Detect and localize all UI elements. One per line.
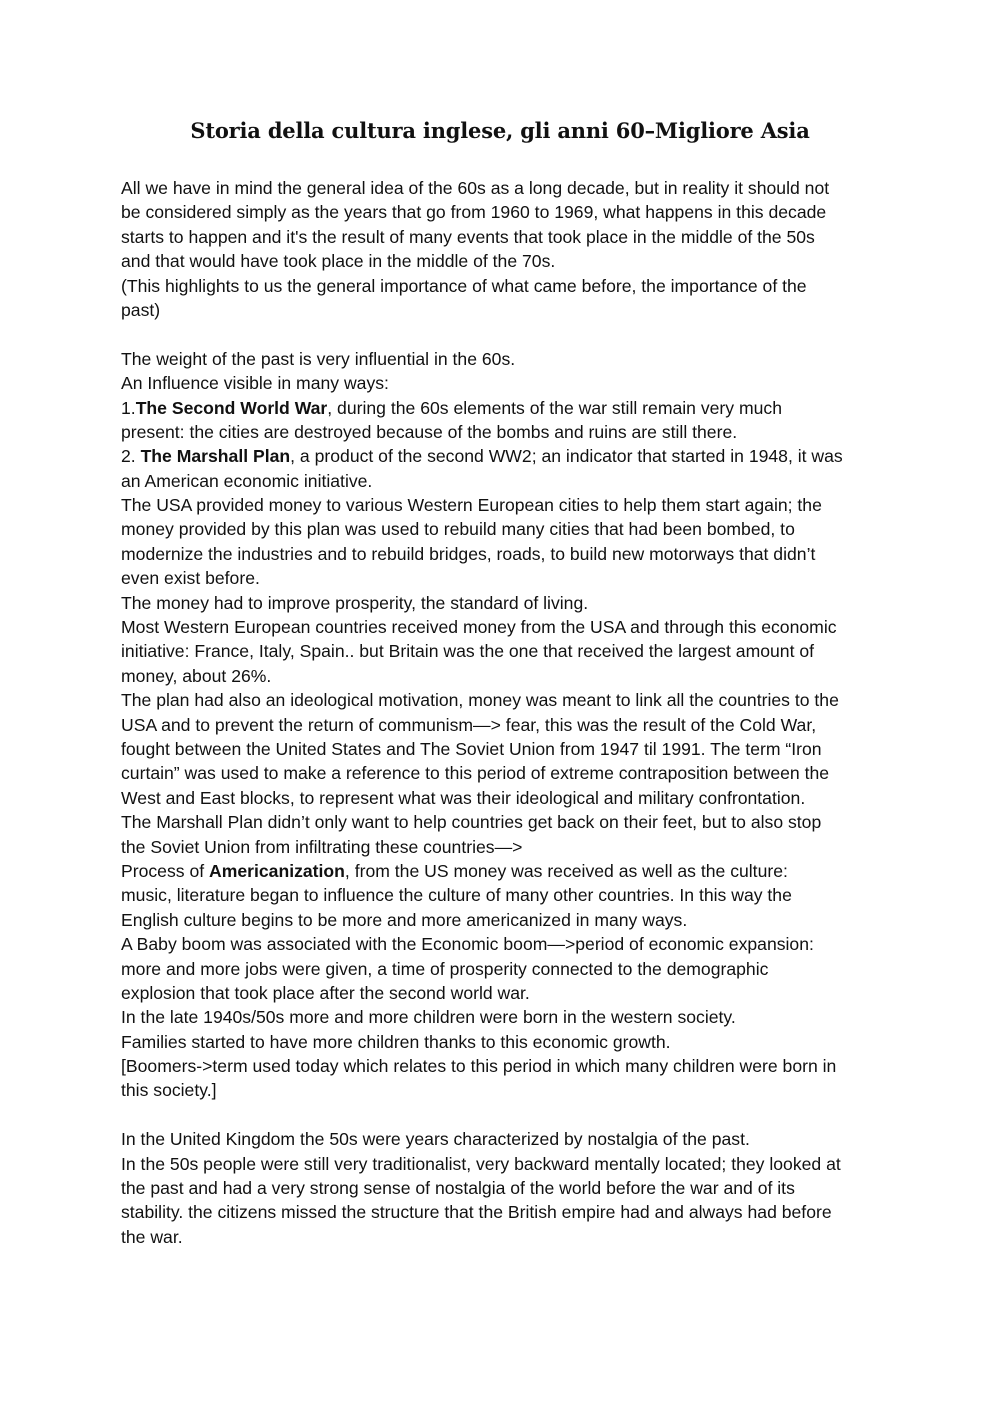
text-line: West and East blocks, to represent what was their ideological and military confrontation.	[121, 787, 806, 808]
list-number: 2.	[121, 446, 141, 467]
text-line: In the United Kingdom the 50s were years characterized by nostalgia of the past.	[121, 1129, 750, 1150]
text-line: [Boomers->term used today which relates to this period in which many children were born in	[121, 1056, 837, 1077]
text-line: be considered simply as the years that go from 1960 to 1969, what happens in this decade	[121, 202, 827, 223]
americanization-line	[121, 859, 891, 883]
text-line: Most Western European countries received money from the USA and through this economic	[121, 617, 837, 638]
text-line: the war.	[121, 1226, 183, 1247]
text-line: English culture begins to be more and more americanized in many ways.	[121, 909, 688, 930]
paragraph-spacer	[121, 1103, 891, 1127]
nostalgia-section	[121, 1127, 891, 1249]
text-line: the past and had a very strong sense of nostalgia of the world before the war and of its	[121, 1178, 795, 1199]
paragraph-spacer	[121, 322, 891, 346]
text-line: fought between the United States and The Soviet Union from 1947 til 1991. The term “Iron	[121, 738, 822, 759]
text-line: money provided by this plan was used to rebuild many cities that had been bombed, to	[121, 519, 795, 540]
text-line: USA and to prevent the return of communism—> fear, this was the result of the Cold War,	[121, 714, 817, 735]
text-line: curtain” was used to make a reference to this period of extreme contraposition between the	[121, 763, 830, 784]
document-body	[121, 176, 891, 1249]
text-line: even exist before.	[121, 568, 260, 589]
text-line: past)	[121, 299, 161, 320]
text-line: An Influence visible in many ways:	[121, 373, 389, 394]
text-line: The USA provided money to various Western European cities to help them start again; the	[121, 495, 822, 516]
text-line: stability. the citizens missed the structure that the British empire had and always had before	[121, 1202, 832, 1223]
text-line: A Baby boom was associated with the Economic boom—>period of economic expansion:	[121, 934, 814, 955]
document-title: Storia della cultura inglese, gli anni 60–Migliore Asia	[190, 118, 810, 143]
text-line: an American economic initiative.	[121, 470, 373, 491]
text-run: , a product of the second WW2; an indicator that started in 1948, it was	[290, 446, 843, 467]
text-run: , during the 60s elements of the war still remain very much	[327, 397, 782, 418]
text-line: (This highlights to us the general importance of what came before, the importance of the	[121, 275, 807, 296]
text-run: Process of	[121, 860, 210, 881]
text-line: The Marshall Plan didn’t only want to help countries get back on their feet, but to also stop	[121, 812, 822, 833]
text-line: the Soviet Union from infiltrating these countries—>	[121, 836, 523, 857]
bold-term: The Second World War	[135, 397, 328, 418]
text-line: explosion that took place after the second world war.	[121, 982, 530, 1003]
text-line: music, literature began to influence the culture of many other countries. In this way the	[121, 885, 792, 906]
text-line: The money had to improve prosperity, the standard of living.	[121, 592, 589, 613]
text-line: modernize the industries and to rebuild bridges, roads, to build new motorways that didn’t	[121, 543, 816, 564]
list-item-marshall-plan	[121, 444, 891, 468]
text-line: All we have in mind the general idea of the 60s as a long decade, but in reality it should not	[121, 178, 830, 198]
text-line: and that would have took place in the middle of the 70s.	[121, 251, 556, 272]
bold-term: The Marshall Plan	[140, 446, 291, 467]
intro-paragraph	[121, 176, 891, 322]
text-line: more and more jobs were given, a time of prosperity connected to the demographic	[121, 958, 769, 979]
text-line: this society.]	[121, 1080, 217, 1101]
list-number: 1.	[121, 397, 136, 418]
text-line: In the late 1940s/50s more and more children were born in the western society.	[121, 1007, 736, 1028]
text-line: Families started to have more children thanks to this economic growth.	[121, 1031, 671, 1052]
text-line: The weight of the past is very influential in the 60s.	[121, 348, 516, 369]
text-line: starts to happen and it's the result of many events that took place in the middle of the 50s	[121, 226, 815, 247]
bold-term: Americanization	[209, 860, 345, 881]
influence-section	[121, 347, 891, 1103]
text-run: , from the US money was received as well as the culture:	[344, 860, 788, 881]
text-line: The plan had also an ideological motivation, money was meant to link all the countries to the	[121, 690, 839, 711]
text-line: money, about 26%.	[121, 665, 272, 686]
list-item-second-world-war	[121, 396, 891, 420]
text-line: In the 50s people were still very traditionalist, very backward mentally located; they looked at	[121, 1153, 841, 1174]
text-line: initiative: France, Italy, Spain.. but Britain was the one that received the largest amount of	[121, 641, 815, 662]
text-line: present: the cities are destroyed because of the bombs and ruins are still there.	[121, 421, 738, 442]
